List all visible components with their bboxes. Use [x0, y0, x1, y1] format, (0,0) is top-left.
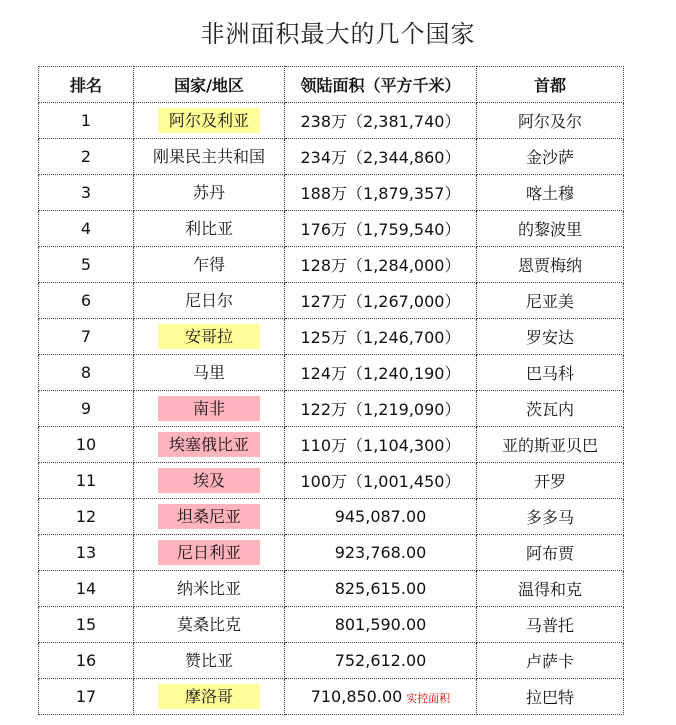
- area-value: 801,590.00: [334, 615, 427, 634]
- header-rank: 排名: [39, 67, 134, 103]
- country-name: 埃及: [158, 468, 260, 493]
- rank-cell: 12: [39, 499, 134, 535]
- rank-cell: 1: [39, 103, 134, 139]
- capital-cell: 巴马科: [477, 355, 624, 391]
- area-cell: [285, 283, 477, 319]
- country-name: 赞比亚: [184, 651, 233, 670]
- area-cell: [285, 499, 477, 535]
- country-cell: [134, 211, 285, 247]
- area-value: 825,615.00: [334, 579, 427, 598]
- country-name: 阿尔及利亚: [158, 108, 260, 133]
- country-cell: [134, 283, 285, 319]
- area-cell: [285, 139, 477, 175]
- capital-cell: 金沙萨: [477, 139, 624, 175]
- country-cell: [134, 679, 285, 715]
- table-row: [39, 103, 624, 139]
- country-cell: [134, 499, 285, 535]
- country-cell: [134, 427, 285, 463]
- table-row: [39, 571, 624, 607]
- capital-cell: 亚的斯亚贝巴: [477, 427, 624, 463]
- country-cell: [134, 607, 285, 643]
- area-cell: [285, 355, 477, 391]
- country-cell: [134, 247, 285, 283]
- area-cell: [285, 247, 477, 283]
- capital-cell: 喀土穆: [477, 175, 624, 211]
- capital-cell: 拉巴特: [477, 679, 624, 715]
- area-value: 124万（1,240,190）: [300, 364, 461, 383]
- area-value: 945,087.00: [334, 507, 427, 526]
- page-title: 非洲面积最大的几个国家: [200, 20, 476, 48]
- rank-cell: 3: [39, 175, 134, 211]
- rank-cell: 17: [39, 679, 134, 715]
- rank-cell: 14: [39, 571, 134, 607]
- header-area: 领陆面积（平方千米）: [285, 67, 477, 103]
- rank-cell: 8: [39, 355, 134, 391]
- area-value: 125万（1,246,700）: [300, 328, 461, 347]
- country-area-table: [38, 66, 624, 715]
- table-row: [39, 535, 624, 571]
- area-cell: [285, 535, 477, 571]
- country-name: 坦桑尼亚: [158, 504, 260, 529]
- area-value: 752,612.00: [334, 651, 427, 670]
- capital-cell: 卢萨卡: [477, 643, 624, 679]
- country-name: 尼日尔: [184, 291, 233, 310]
- capital-cell: 茨瓦内: [477, 391, 624, 427]
- area-cell: [285, 211, 477, 247]
- rank-cell: 13: [39, 535, 134, 571]
- header-country: 国家/地区: [134, 67, 285, 103]
- table-row: [39, 643, 624, 679]
- table-row: [39, 247, 624, 283]
- area-value: 238万（2,381,740）: [300, 112, 461, 131]
- table-row: [39, 391, 624, 427]
- country-name: 莫桑比克: [176, 615, 241, 634]
- country-cell: [134, 355, 285, 391]
- country-cell: [134, 103, 285, 139]
- country-name: 南非: [158, 396, 260, 421]
- capital-cell: 的黎波里: [477, 211, 624, 247]
- country-name: 乍得: [192, 255, 225, 274]
- rank-cell: 16: [39, 643, 134, 679]
- table-row: [39, 175, 624, 211]
- table-row: [39, 463, 624, 499]
- country-name: 埃塞俄比亚: [158, 432, 260, 457]
- area-cell: [285, 319, 477, 355]
- rank-cell: 9: [39, 391, 134, 427]
- area-cell: [285, 103, 477, 139]
- rank-cell: 7: [39, 319, 134, 355]
- area-value: 923,768.00: [334, 543, 427, 562]
- table-row: [39, 427, 624, 463]
- table-row: [39, 679, 624, 715]
- country-cell: [134, 535, 285, 571]
- area-cell: [285, 463, 477, 499]
- country-name: 摩洛哥: [158, 684, 260, 709]
- area-value: 710,850.00: [310, 687, 403, 706]
- country-cell: [134, 643, 285, 679]
- area-cell: [285, 643, 477, 679]
- capital-cell: 温得和克: [477, 571, 624, 607]
- table-row: [39, 319, 624, 355]
- rank-cell: 2: [39, 139, 134, 175]
- capital-cell: 多多马: [477, 499, 624, 535]
- area-value: 127万（1,267,000）: [300, 292, 461, 311]
- area-value: 176万（1,759,540）: [300, 220, 461, 239]
- area-value: 100万（1,001,450）: [300, 472, 461, 491]
- area-value: 188万（1,879,357）: [300, 184, 461, 203]
- country-name: 尼日利亚: [158, 540, 260, 565]
- capital-cell: 开罗: [477, 463, 624, 499]
- country-cell: [134, 571, 285, 607]
- rank-cell: 6: [39, 283, 134, 319]
- area-value: 128万（1,284,000）: [300, 256, 461, 275]
- country-name: 刚果民主共和国: [152, 147, 265, 166]
- table-row: [39, 607, 624, 643]
- country-cell: [134, 139, 285, 175]
- area-value: 110万（1,104,300）: [300, 436, 461, 455]
- country-cell: [134, 319, 285, 355]
- country-name: 马里: [192, 363, 225, 382]
- rank-cell: 5: [39, 247, 134, 283]
- capital-cell: 马普托: [477, 607, 624, 643]
- area-value: 234万（2,344,860）: [300, 148, 461, 167]
- rank-cell: 11: [39, 463, 134, 499]
- country-cell: [134, 463, 285, 499]
- country-name: 安哥拉: [158, 324, 260, 349]
- rank-cell: 10: [39, 427, 134, 463]
- table-row: [39, 499, 624, 535]
- area-cell: [285, 571, 477, 607]
- table-header-row: [39, 67, 624, 103]
- country-cell: [134, 391, 285, 427]
- capital-cell: 阿布贾: [477, 535, 624, 571]
- capital-cell: 尼亚美: [477, 283, 624, 319]
- country-name: 苏丹: [192, 183, 225, 202]
- table-row: [39, 355, 624, 391]
- table-row: [39, 211, 624, 247]
- area-cell: [285, 679, 477, 715]
- area-value: 122万（1,219,090）: [300, 400, 461, 419]
- country-name: 利比亚: [184, 219, 233, 238]
- area-cell: [285, 607, 477, 643]
- table-row: [39, 283, 624, 319]
- capital-cell: 罗安达: [477, 319, 624, 355]
- area-cell: [285, 427, 477, 463]
- capital-cell: 阿尔及尔: [477, 103, 624, 139]
- area-note: 实控面积: [406, 692, 451, 705]
- country-cell: [134, 175, 285, 211]
- country-name: 纳米比亚: [176, 579, 241, 598]
- table-row: [39, 139, 624, 175]
- area-cell: [285, 175, 477, 211]
- header-capital: 首都: [477, 67, 624, 103]
- rank-cell: 15: [39, 607, 134, 643]
- rank-cell: 4: [39, 211, 134, 247]
- area-cell: [285, 391, 477, 427]
- capital-cell: 恩贾梅纳: [477, 247, 624, 283]
